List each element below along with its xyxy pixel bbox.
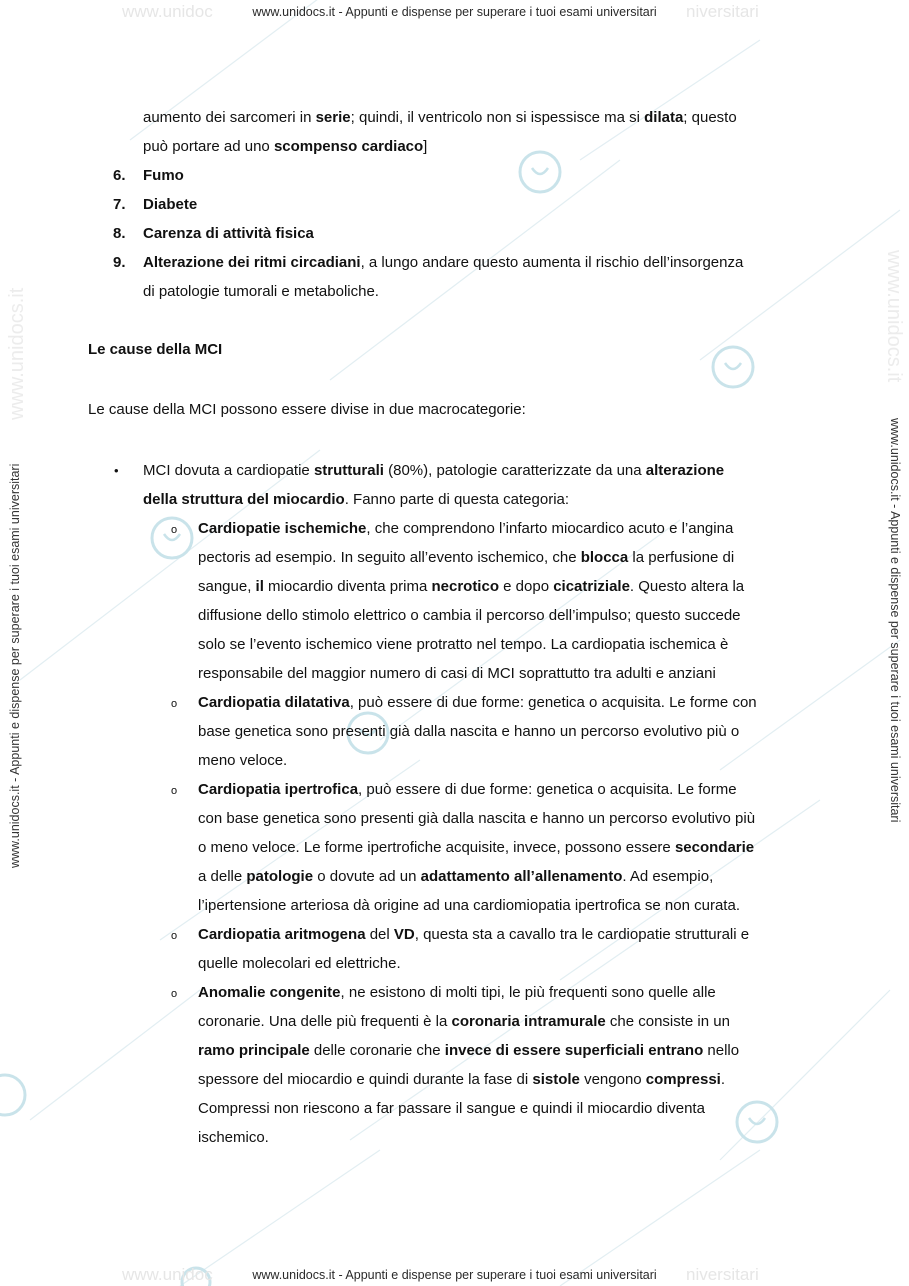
dilatativa-line-2: base genetica sono presenti già dalla nascita e hanno un percorso evolutivo più o bbox=[198, 723, 740, 740]
section-heading: Le cause della MCI bbox=[88, 341, 223, 358]
ischemiche-line-3: sangue, il miocardio diventa prima necrotico e dopo cicatriziale. Questo altera la bbox=[198, 578, 745, 595]
watermark-right-ghost: www.unidocs.it bbox=[883, 250, 905, 383]
ischemiche-line-5: solo se l’evento ischemico viene protratto nel tempo. La cardiopatia ischemica è bbox=[198, 636, 729, 653]
sub-bullet-marker: o bbox=[171, 930, 178, 942]
sub-bullet-marker: o bbox=[171, 698, 178, 710]
list-item: Carenza di attività fisica bbox=[143, 225, 314, 242]
watermark-ghost-left-bottom: www.unidoc bbox=[122, 1265, 213, 1284]
ipertrofica-line-3: o meno veloce. Le forme ipertrofiche acquisite, invece, possono essere secondarie bbox=[198, 839, 755, 856]
section-intro: Le cause della MCI possono essere divise in due macrocategorie: bbox=[88, 401, 526, 418]
anomalie-line-6: ischemico. bbox=[198, 1129, 269, 1146]
list-number: 7. bbox=[113, 196, 126, 213]
anomalie-line-1: Anomalie congenite, ne esistono di molti tipi, le più frequenti sono quelle alle bbox=[198, 984, 716, 1001]
main-bullet-line-2: della struttura del miocardio. Fanno parte di questa categoria: bbox=[143, 491, 570, 508]
ipertrofica-line-5: l’ipertensione arteriosa dà origine ad una cardiomiopatia ipertrofica se non curata. bbox=[198, 897, 740, 914]
sub-bullet-marker: o bbox=[171, 785, 178, 797]
ischemiche-line-2: pectoris ad esempio. In seguito all’evento ischemico, che blocca la perfusione di bbox=[198, 549, 735, 566]
ipertrofica-line-2: con base genetica sono presenti già dalla nascita e hanno un percorso evolutivo più bbox=[198, 810, 756, 827]
aritmogena-line-2: quelle molecolari ed elettriche. bbox=[198, 955, 401, 972]
watermark-right-side: www.unidocs.it - Appunti e dispense per superare i tuoi esami universitari bbox=[888, 418, 902, 823]
aritmogena-line-1: Cardiopatia aritmogena del VD, questa sta a cavallo tra le cardiopatie strutturali e bbox=[198, 926, 750, 943]
watermark-left-side: www.unidocs.it - Appunti e dispense per superare i tuoi esami universitari bbox=[8, 463, 22, 868]
list-item: Alterazione dei ritmi circadiani, a lungo andare questo aumenta il rischio dell’insorgenza bbox=[143, 254, 744, 271]
dilatativa-line-1: Cardiopatia dilatativa, può essere di due forme: genetica o acquisita. Le forme con bbox=[198, 694, 757, 711]
main-bullet-line-1: MCI dovuta a cardiopatie strutturali (80%), patologie caratterizzate da una alterazione bbox=[143, 462, 725, 479]
watermark-ghost-right: niversitari bbox=[686, 2, 759, 21]
watermark-top-banner: www.unidocs.it - Appunti e dispense per superare i tuoi esami universitari bbox=[252, 5, 657, 19]
list-number: 8. bbox=[113, 225, 126, 242]
ipertrofica-line-1: Cardiopatia ipertrofica, può essere di due forme: genetica o acquisita. Le forme bbox=[198, 781, 737, 798]
anomalie-line-2: coronarie. Una delle più frequenti è la coronaria intramurale che consiste in un bbox=[198, 1013, 730, 1030]
anomalie-line-3: ramo principale delle coronarie che invece di essere superficiali entrano nello bbox=[198, 1042, 740, 1059]
ischemiche-line-6: responsabile del maggior numero di casi di MCI soprattutto tra adulti e anziani bbox=[198, 665, 716, 682]
list-item: Fumo bbox=[143, 167, 184, 184]
watermark-ghost-right-bottom: niversitari bbox=[686, 1265, 759, 1284]
sub-bullet-marker: o bbox=[171, 988, 178, 1000]
dilatativa-line-3: meno veloce. bbox=[198, 752, 288, 769]
bullet-marker: • bbox=[114, 463, 119, 478]
ipertrofica-line-4: a delle patologie o dovute ad un adattamento all’allenamento. Ad esempio, bbox=[198, 868, 714, 885]
watermark-bottom-banner: www.unidocs.it - Appunti e dispense per superare i tuoi esami universitari bbox=[252, 1268, 657, 1282]
list-number: 9. bbox=[113, 254, 126, 271]
ischemiche-line-1: Cardiopatie ischemiche, che comprendono l’infarto miocardico acuto e l’angina bbox=[198, 520, 734, 537]
sub-bullet-marker: o bbox=[171, 524, 178, 536]
list-item: Diabete bbox=[143, 196, 198, 213]
watermark-ghost-left: www.unidoc bbox=[122, 2, 213, 21]
list-item-continuation: di patologie tumorali e metaboliche. bbox=[143, 283, 379, 300]
anomalie-line-4: spessore del miocardio e quindi durante la fase di sistole vengono compressi. bbox=[198, 1071, 726, 1088]
ischemiche-line-4: diffusione dello stimolo elettrico o cambia il percorso dell’impulso; questo succede bbox=[198, 607, 741, 624]
continuation-line-1: aumento dei sarcomeri in serie; quindi, il ventricolo non si ispessisce ma si dilata; questo bbox=[143, 109, 737, 126]
list-number: 6. bbox=[113, 167, 126, 184]
anomalie-line-5: Compressi non riescono a far passare il sangue e quindi il miocardio diventa bbox=[198, 1100, 705, 1117]
continuation-line-2: può portare ad uno scompenso cardiaco] bbox=[143, 138, 428, 155]
watermark-left-ghost: www.unidocs.it bbox=[6, 287, 28, 420]
